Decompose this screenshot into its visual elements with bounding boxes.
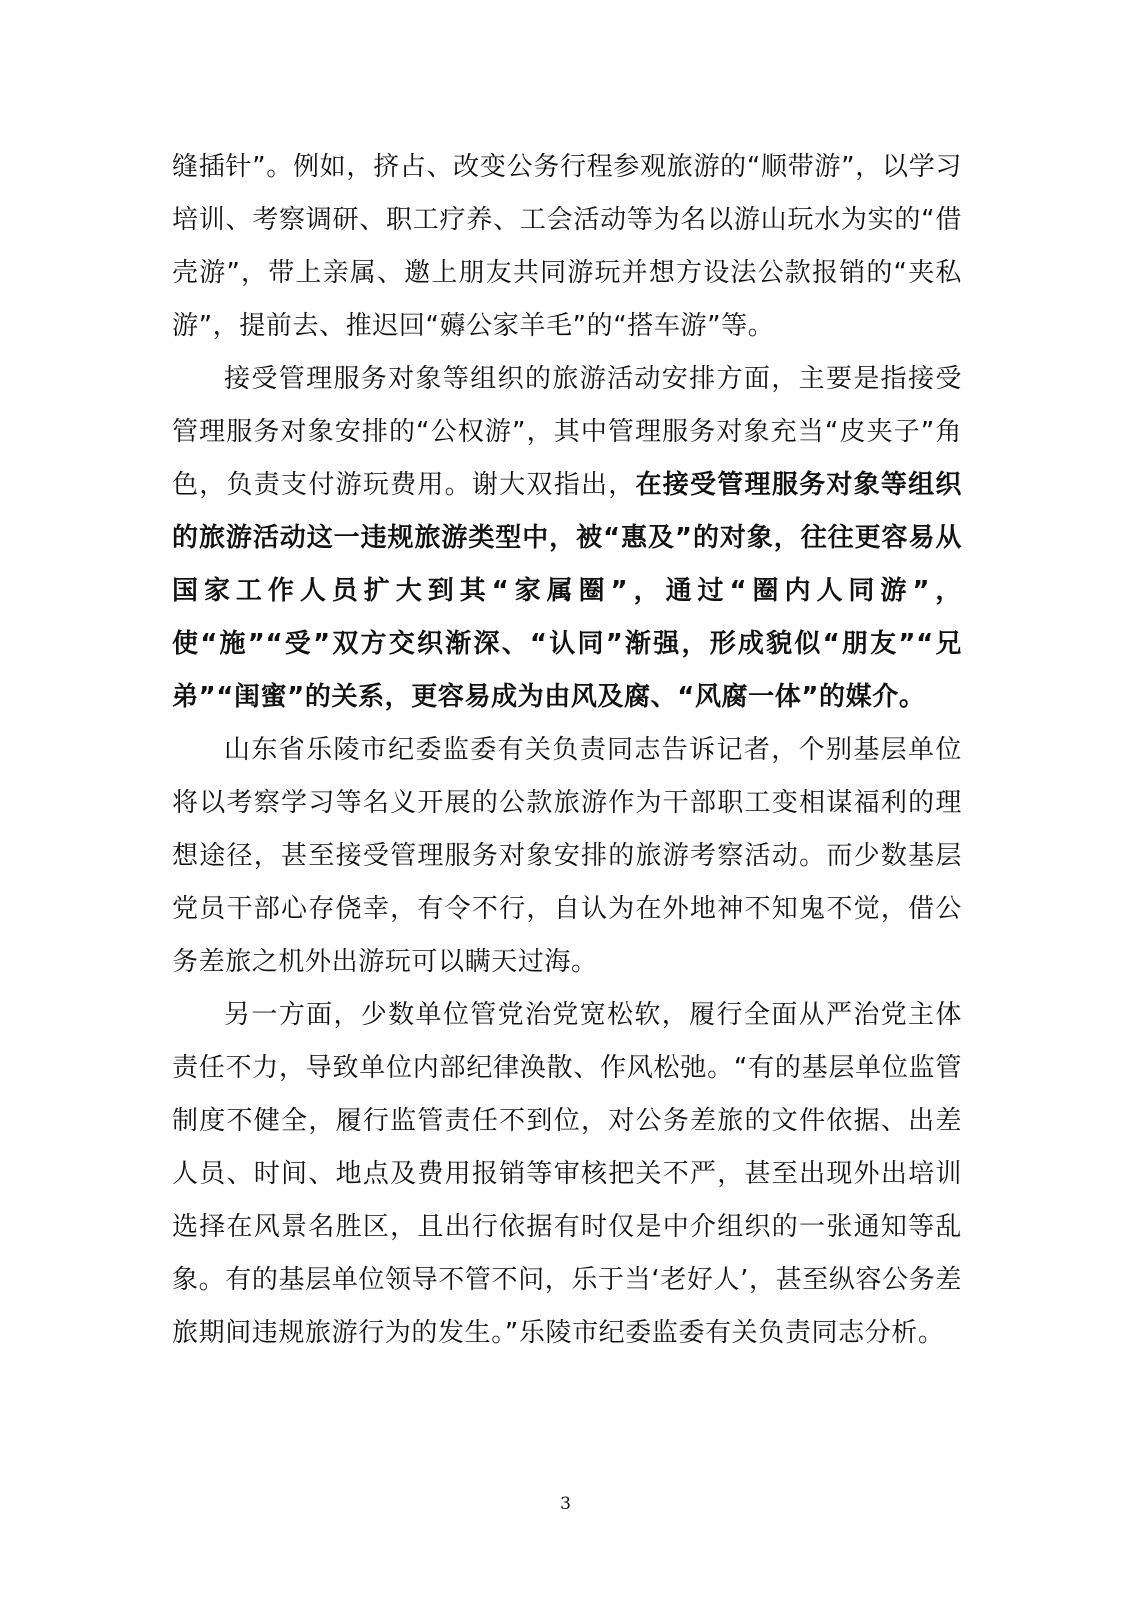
paragraph-continued: 缝插针”。例如，挤占、改变公务行程参观旅游的“顺带游”，以学习培训、考察调研、职工疗养、工会活动等为名以游山玩水为实的“借壳游”，带上亲属、邀上朋友共同游玩并想方设法公款报销的“夹私游”，提前去、推迟回“薅公家羊毛”的“搭车游”等。 bbox=[172, 152, 962, 341]
bold-quote: 在接受管理服务对象等组织的旅游活动这一违规旅游类型中，被“惠及”的对象，往往更容易从国家工作人员扩大到其“家属圈”，通过“圈内人同游”，使“施”“受”双方交织渐深、“认同”渐强，形成貌似“朋友”“兄弟”“闺蜜”的关系，更容易成为由风及腐、“风腐一体”的媒介。 bbox=[172, 470, 963, 712]
page-number: 3 bbox=[560, 1494, 571, 1514]
paragraph-sponsored-travel bbox=[172, 353, 962, 724]
paragraph-lax-management: 另一方面，少数单位管党治党宽松软，履行全面从严治党主体责任不力，导致单位内部纪律涣散、作风松弛。“有的基层单位监管制度不健全，履行监管责任不到位，对公务差旅的文件依据、出差人员、时间、地点及费用报销等审核把关不严，甚至出现外出培训选择在风景名胜区，且出行依据有时仅是中介组织的一张通知等乱象。有的基层单位领导不管不问，乐于当‘老好人’，甚至纵容公务差旅期间违规旅游行为的发生。”乐陵市纪委监委有关负责同志分析。 bbox=[172, 1000, 962, 1348]
paragraph-leling-official: 山东省乐陵市纪委监委有关负责同志告诉记者，个别基层单位将以考察学习等名义开展的公款旅游作为干部职工变相谋福利的理想途径，甚至接受管理服务对象安排的旅游考察活动。而少数基层党员干部心存侥幸，有令不行，自认为在外地神不知鬼不觉，借公务差旅之机外出游玩可以瞒天过海。 bbox=[172, 735, 962, 977]
body-text bbox=[172, 141, 962, 1360]
paragraph-text: 接受管理服务对象等组织的旅游活动安排方面，主要是指接受管理服务对象安排的“公权游”，其中管理服务对象充当“皮夹子”角色，负责支付游玩费用。谢大双指出， bbox=[172, 364, 962, 500]
